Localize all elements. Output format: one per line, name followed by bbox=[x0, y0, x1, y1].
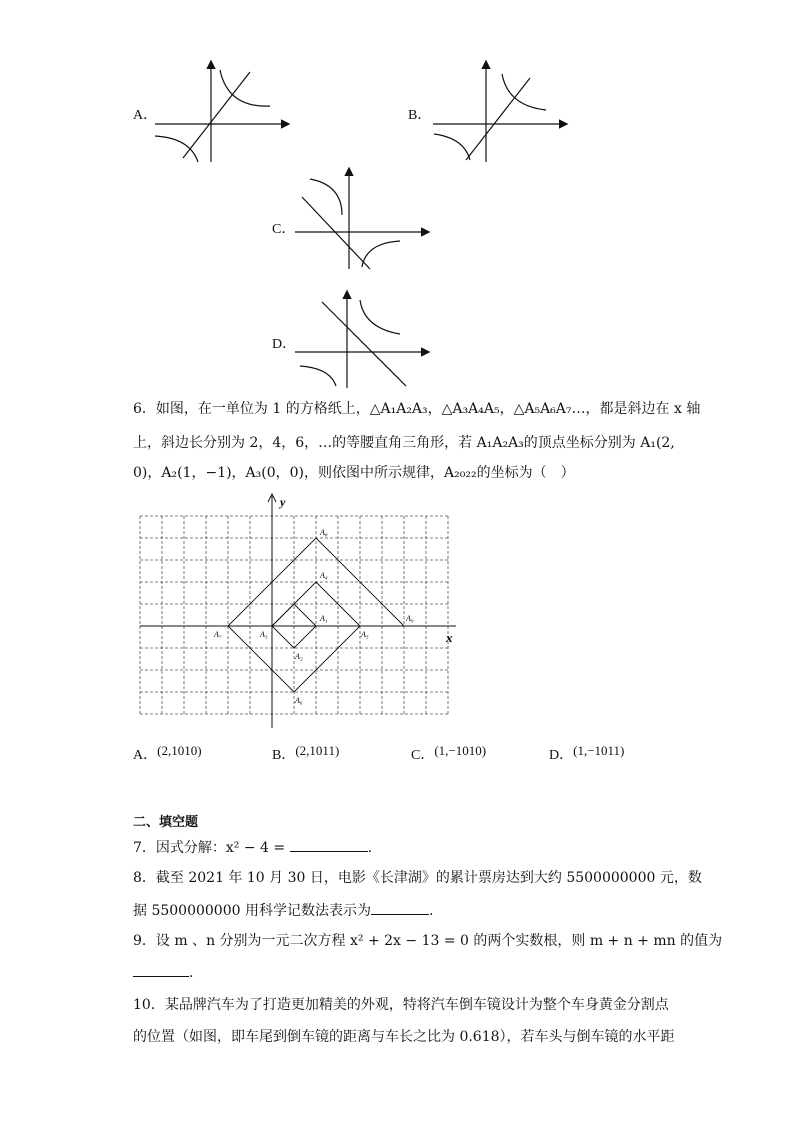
q6-choice-b[interactable]: B．$^{(2,1011)}$ bbox=[272, 743, 340, 763]
q6-line-2: 上，斜边长分别为 2，4，6，…的等腰直角三角形，若 A₁A₂A₃的顶点坐标分别为 A₁(2, bbox=[133, 435, 675, 451]
q8-line-1: 8．截至 2021 年 10 月 30 日，电影《长津湖》的累计票房达到大约 5500000000 元，数 bbox=[133, 870, 702, 886]
q6-line-3: 0)，A₂(1，−1)，A₃(0，0)，则依图中所示规律，A₂₀₂₂的坐标为（ ） bbox=[133, 465, 575, 481]
point-a5-label: A₅ bbox=[361, 630, 369, 639]
y-axis-label: y bbox=[280, 495, 286, 509]
q9-line-1: 9．设 m 、n 分别为一元二次方程 x² + 2x − 13 = 0 的两个实数根，则 m + n + mn 的值为 bbox=[133, 933, 723, 949]
option-c-graph bbox=[290, 165, 435, 275]
point-a3-label: A₃ bbox=[260, 630, 268, 639]
hyperbola-branch-2 bbox=[155, 136, 198, 162]
point-a6-label: A₆ bbox=[295, 696, 303, 705]
hyperbola-branch-1 bbox=[360, 300, 400, 334]
hyperbola-branch-2 bbox=[434, 134, 470, 160]
option-d-label: D． bbox=[272, 337, 297, 352]
q7: 7．因式分解：x² − 4 = . bbox=[133, 837, 372, 858]
q9-line-2: . bbox=[133, 962, 193, 983]
q7-answer-blank[interactable] bbox=[290, 837, 368, 852]
option-c-label: C． bbox=[272, 222, 296, 237]
point-a4-label: A₄ bbox=[320, 571, 328, 580]
q10-line-2: 的位置（如图，即车尾到倒车镜的距离与车长之比为 0.618），若车头与倒车镜的水平距 bbox=[133, 1029, 675, 1045]
q6-choice-d[interactable]: D．$^{(1,-1011)}$ bbox=[549, 743, 625, 763]
point-a9-label: A₉ bbox=[406, 614, 414, 623]
hyperbola-branch-2 bbox=[300, 366, 336, 386]
q8-answer-blank[interactable] bbox=[371, 900, 429, 915]
q9-answer-blank[interactable] bbox=[133, 962, 189, 977]
option-b-label: B． bbox=[408, 108, 432, 123]
q6-choice-a[interactable]: A．$^{(2,1010)}$ bbox=[133, 743, 202, 763]
option-a-label: A． bbox=[133, 108, 158, 123]
option-a-graph bbox=[150, 58, 295, 168]
line-graph bbox=[302, 197, 370, 269]
option-b-graph bbox=[428, 58, 573, 168]
line-graph bbox=[322, 302, 406, 386]
point-a2-label: A₂ bbox=[295, 652, 303, 661]
option-d-graph bbox=[290, 288, 435, 392]
q6-choice-c[interactable]: C．$^{(1,-1010)}$ bbox=[411, 743, 487, 763]
point-a7-label: A₇ bbox=[214, 630, 222, 639]
line-graph bbox=[466, 78, 530, 160]
grid-lines bbox=[140, 516, 449, 714]
line-graph bbox=[183, 72, 250, 158]
point-a8-label: A₈ bbox=[320, 528, 328, 537]
point-a1-label: A₁ bbox=[320, 614, 328, 623]
hyperbola-branch-2 bbox=[362, 241, 400, 267]
section-title-fill-in: 二、填空题 bbox=[133, 815, 199, 830]
q6-grid-figure bbox=[130, 492, 470, 732]
q6-line-1: 6．如图，在一单位为 1 的方格纸上，△A₁A₂A₃，△A₃A₄A₅，△A₅A₆A₇…，都是斜边在 x 轴 bbox=[133, 401, 701, 417]
q10-line-1: 10．某品牌汽车为了打造更加精美的外观，特将汽车倒车镜设计为整个车身黄金分割点 bbox=[133, 997, 669, 1013]
q8-line-2: 据 5500000000 用科学记数法表示为 . bbox=[133, 900, 433, 921]
hyperbola-branch-1 bbox=[310, 179, 342, 215]
x-axis-label: x bbox=[446, 630, 453, 645]
